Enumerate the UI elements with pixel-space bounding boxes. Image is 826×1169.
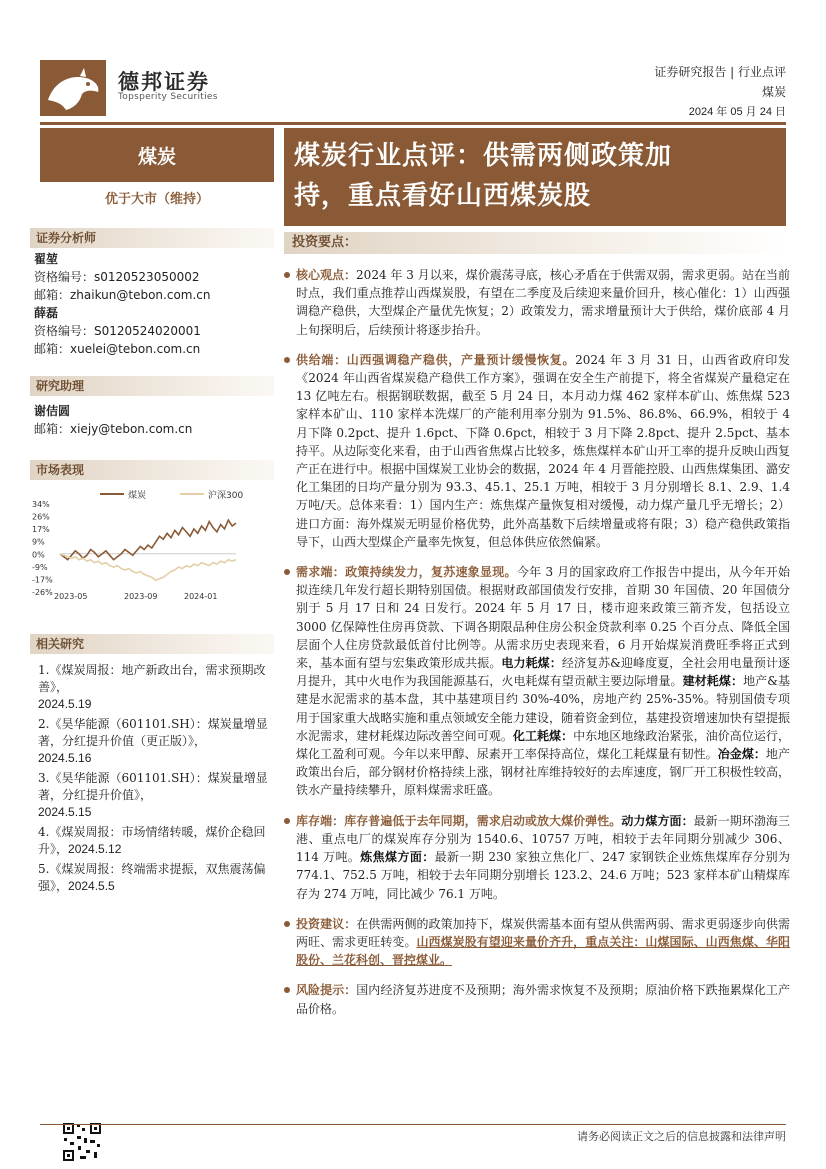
header-meta — [654, 62, 786, 122]
y-tick-label: 0% — [32, 550, 45, 560]
y-tick-label: 9% — [32, 537, 45, 547]
analyst-name: 薛磊 — [34, 306, 59, 320]
market-chart — [30, 488, 274, 600]
bullet-dot-icon — [284, 921, 290, 927]
bullet-dot-icon — [284, 272, 290, 278]
analyst-block — [34, 250, 211, 358]
related-item[interactable]: 2.《昊华能源（601101.SH）：煤炭量增显著，分红提升价值（更正版）》， 2024.5.16 — [38, 717, 268, 765]
legend-label: 煤炭 — [128, 491, 147, 501]
bull-logo-icon — [40, 60, 106, 116]
related-list — [38, 662, 270, 898]
analyst-email[interactable]: 邮箱：xuelei@tebon.com.cn — [34, 342, 201, 356]
report-date: 2024 年 05 月 24 日 — [688, 106, 786, 118]
analyst-email[interactable]: 邮箱：zhaikun@tebon.com.cn — [34, 288, 211, 302]
title-line-1: 煤炭行业点评：供需两侧政策加 — [294, 141, 673, 171]
y-tick-label: -26% — [32, 588, 53, 597]
point-demand: 需求端：政策持续发力，复苏速象显现。今年 3 月的国家政府工作报告中提出，从今年开始拟连续几年发行超长期特别国债。根据财政部国债发行安排，首期 30 年国债、20 年国债分别于 5 月 17 日和 24 日发行。2024 年 5 月 17 日，楼市迎来政策三箭齐发，包括设立 3000 亿保障性住房再贷款、下调各期限品种住房公积金贷款利率 0.25 个百分点、降低全国层面个人住房贷款最低首付比例等。从需求历史表现来看，6 月开始煤炭消费旺季将正式到来，基本面有望与宏集政策形成共振。电力耗煤：经济复苏&迎峰度夏，全社会用电量预计逐月提升，其中火电作为我国能源基石，火电耗煤有望贡献主要边际增量。建材耗煤：地产&基建是水泥需求的基本盘，其中基建项目约 30%-40%，房地产约 25%-35%。特别国债专项用于国家重大战略实施和重点领域安全能力建设，随着资金到位，基建投资增速加快有望提振水泥需求，建材耗煤边际改善空间可观。化工耗煤：中东地区地缘政治紧张，油价高位运行，煤化工盈利可观。今年以来甲醇、尿素开工率保持高位，煤化工耗煤量有韧性。冶金煤：地产政策出台后，部分钢材价格持续上涨，钢材社库维持较好的去库速度，钢厂开工积极性较高，铁水产量持续攀升，原料煤需求旺盛。 — [296, 563, 790, 800]
industry-label: 煤炭 — [40, 128, 274, 182]
qr-code-icon — [62, 1122, 102, 1162]
related-item[interactable]: 3.《昊华能源（601101.SH）：煤炭量增显著，分红提升价值》， 2024.5.15 — [38, 771, 268, 819]
point-investment-advice: 投资建议：在供需两侧的政策加持下，煤炭供需基本面有望从供需两弱、需求更弱逐步向供需两旺、需求更旺转变。山西煤炭股有望迎来量价齐升，重点关注：山煤国际、山西焦煤、华阳股份、兰花科创、晋控煤业。 — [296, 915, 790, 970]
y-tick-label: 26% — [32, 512, 50, 522]
y-tick-label: -9% — [32, 562, 48, 572]
footer-divider — [40, 1124, 786, 1125]
assistant-name: 谢佶圆 — [34, 404, 71, 418]
header-divider — [40, 122, 786, 125]
analyst-cert: 资格编号：s0120523050002 — [34, 270, 200, 284]
bullet-dot-icon — [284, 818, 290, 824]
x-tick-label: 2024-01 — [184, 592, 218, 600]
market-section-head: 市场表现 — [30, 460, 274, 480]
assistant-block — [34, 402, 192, 438]
related-item[interactable]: 4.《煤炭周报：市场情绪转暖，煤价企稳回升》，2024.5.12 — [38, 825, 266, 856]
assistant-section-head: 研究助理 — [30, 376, 274, 396]
x-tick-label: 2023-09 — [124, 592, 158, 600]
related-item[interactable]: 5.《煤炭周报：终端需求提振，双焦震荡偏强》，2024.5.5 — [38, 862, 266, 893]
bullet-dot-icon — [284, 357, 290, 363]
point-risk: 风险提示：国内经济复苏进度不及预期；海外需求恢复不及预期；原油价格下跌拖累煤化工产品价格。 — [296, 981, 790, 1017]
x-tick-label: 2023-05 — [54, 592, 88, 600]
y-tick-label: 34% — [32, 500, 50, 509]
y-tick-label: -17% — [32, 575, 53, 585]
logo-chinese-name: 德邦证券 — [118, 70, 210, 94]
y-tick-label: 17% — [32, 525, 50, 535]
title-line-2: 持，重点看好山西煤炭股 — [294, 181, 592, 211]
analyst-section-head: 证券分析师 — [30, 228, 274, 248]
logo-english-name: Topsperity Securities — [118, 92, 218, 102]
report-title — [284, 128, 786, 226]
key-points-body — [296, 266, 790, 1030]
bullet-dot-icon — [284, 569, 290, 575]
point-core-view: 核心观点：2024 年 3 月以来，煤价震荡寻底，核心矛盾在于供需双弱，需求更弱。站在当前时点，我们重点推荐山西煤炭股，有望在二季度及后续迎来量价回升，核心催化：1）山西强调稳产稳供，大型煤企产量优先恢复；2）政策发力，需求增量预计大于供给，煤价底部 4 月上旬探明后，后续预计将逐步抬升。 — [296, 266, 790, 339]
market-chart-svg — [30, 488, 274, 600]
analyst-name: 翟堃 — [34, 252, 59, 266]
point-supply: 供给端：山西强调稳产稳供，产量预计缓慢恢复。2024 年 3 月 31 日，山西省政府印发《2024 年山西省煤炭稳产稳供工作方案》，强调在安全生产前提下，将全省煤炭产量稳定在 13 亿吨左右。根据钢联数据，截至 5 月 24 日，本月动力煤 462 家样本矿山、炼焦煤 523 家样本矿山、110 家样本洗煤厂的产能利用率分别为 91.5%、86.8%、66.9%，相较于 4 月下降 0.2pct、提升 1.6pct、下降 0.6pct，相较于 3 月下降 2.8pct、提升 2.5pct、基本持平。从边际变化来看，由于山西省焦煤占比较多，炼焦煤样本矿山开工率的提升反映山西复产正在进行中。根据中国煤炭工业协会的数据，2024 年 4 月晋能控股、山西焦煤集团、潞安化工集团的日均产量分别为 93.3、45.1、25.1 万吨，相较于 3 月分别增长 8.1、2.9、1.4 万吨/天。总体来看：1）国内生产：炼焦煤产量恢复相对缓慢，动力煤产量几乎无增长；2）进口方面：海外煤炭无明显价格优势，此外高基数下后续增量或将有限；3）稳产稳供政策指导下，山西大型煤企产量率先恢复，但总体供应依然偏紧。 — [296, 351, 790, 551]
header-industry: 煤炭 — [761, 85, 786, 99]
related-item[interactable]: 1.《煤炭周报：地产新政出台，需求预期改善》， 2024.5.19 — [38, 663, 266, 711]
key-points-head: 投资要点： — [284, 232, 786, 254]
series-line — [60, 554, 236, 580]
footer-disclaimer: 请务必阅读正文之后的信息披露和法律声明 — [577, 1130, 786, 1143]
point-inventory: 库存端：库存普遍低于去年同期，需求启动或放大煤价弹性。动力煤方面：最新一期环渤海三港、重点电厂的煤炭库存分别为 1540.6、10757 万吨，相较于去年同期分别减少 306、114 万吨。炼焦煤方面：最新一期 230 家独立焦化厂、247 家钢铁企业炼焦煤库存分别为 774.1、752.5 万吨，相较于去年同期分别增长 123.2、24.6 万吨；523 家样本矿山精煤库存为 274 万吨，同比减少 76.1 万吨。 — [296, 812, 790, 903]
analyst-cert: 资格编号：S0120524020001 — [34, 324, 201, 338]
assistant-email[interactable]: 邮箱：xiejy@tebon.com.cn — [34, 422, 193, 436]
qr-code — [62, 1122, 102, 1162]
bullet-dot-icon — [284, 987, 290, 993]
related-section-head: 相关研究 — [30, 634, 274, 654]
report-type: 证券研究报告 | 行业点评 — [654, 65, 786, 79]
legend-label: 沪深300 — [208, 491, 244, 501]
company-logo — [40, 60, 106, 116]
rating-label: 优于大市（维持） — [104, 192, 209, 207]
